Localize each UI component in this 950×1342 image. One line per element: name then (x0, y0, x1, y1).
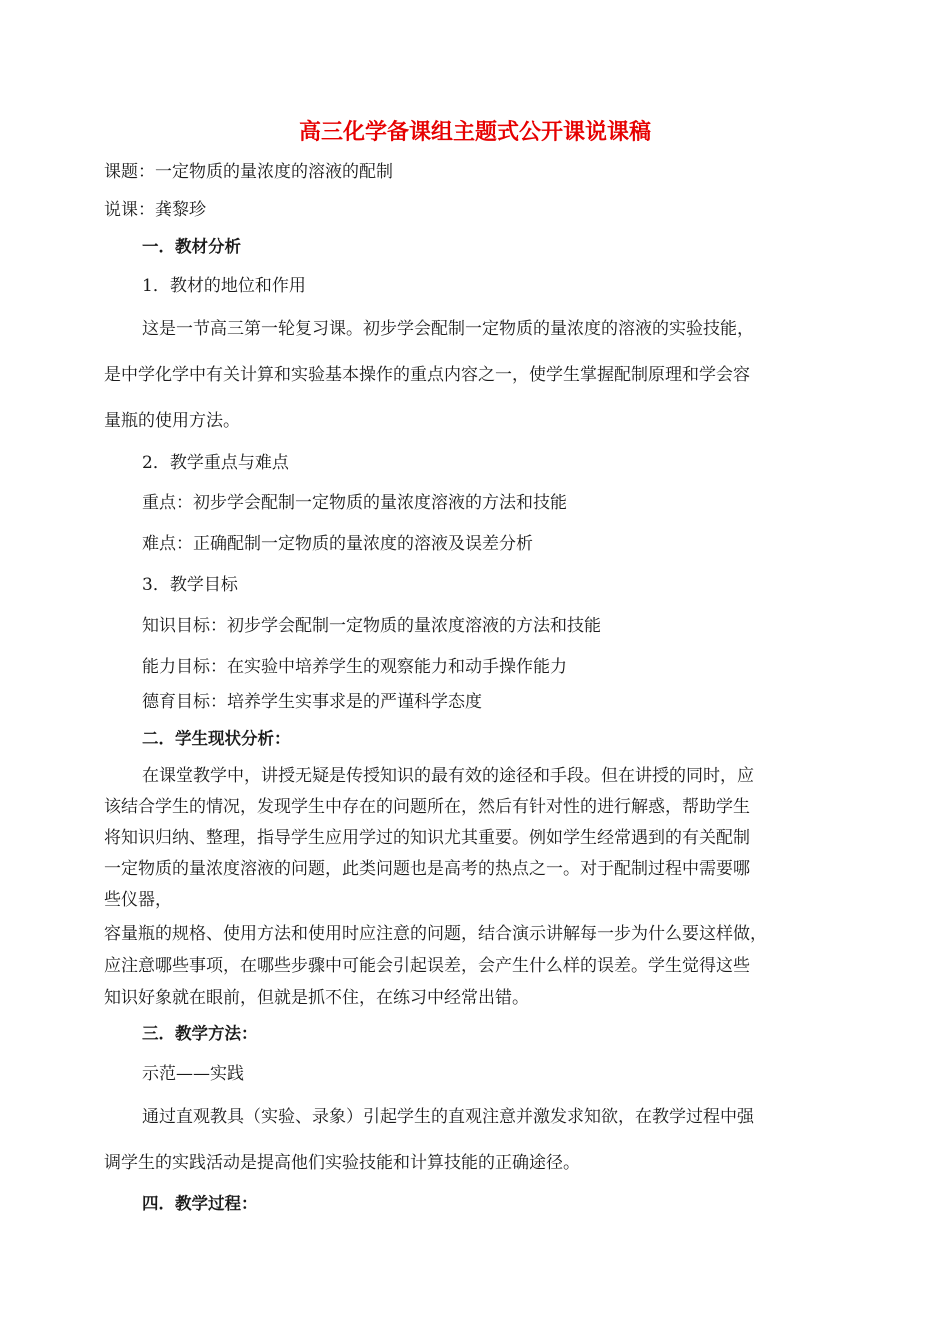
section-3-heading: 三．教学方法： (142, 1024, 258, 1043)
topic-line: 课题：一定物质的量浓度的溶液的配制 (104, 162, 393, 182)
paragraph-line: 调学生的实践活动是提高他们实验技能和计算技能的正确途径。 (104, 1153, 580, 1173)
section-4-heading: 四．教学过程： (142, 1194, 258, 1213)
document-title: 高三化学备课组主题式公开课说课稿 (298, 119, 651, 145)
paragraph-line: 通过直观教具（实验、录象）引起学生的直观注意并激发求知欲，在教学过程中强 (142, 1107, 754, 1127)
paragraph-line: 些仪器， (104, 890, 172, 910)
speaker-line: 说课：龚黎珍 (104, 200, 206, 220)
paragraph-line: 是中学化学中有关计算和实验基本操作的重点内容之一，使学生掌握配制原理和学会容 (104, 365, 750, 385)
paragraph-line: 在课堂教学中，讲授无疑是传授知识的最有效的途径和手段。但在讲授的同时，应 (142, 766, 754, 786)
paragraph-line: 将知识归纳、整理，指导学生应用学过的知识尤其重要。例如学生经常遇到的有关配制 (104, 828, 750, 848)
paragraph-line: 量瓶的使用方法。 (104, 411, 240, 431)
paragraph-line: 知识好象就在眼前，但就是抓不住，在练习中经常出错。 (104, 988, 529, 1008)
subsection-1-2: 2．教学重点与难点 (142, 453, 289, 473)
paragraph-line: 一定物质的量浓度溶液的问题，此类问题也是高考的热点之一。对于配制过程中需要哪 (104, 859, 750, 879)
knowledge-goal: 知识目标：初步学会配制一定物质的量浓度溶液的方法和技能 (142, 616, 601, 636)
paragraph-line: 这是一节高三第一轮复习课。初步学会配制一定物质的量浓度的溶液的实验技能， (142, 319, 754, 339)
paragraph-line: 该结合学生的情况，发现学生中存在的问题所在，然后有针对性的进行解惑，帮助学生 (104, 797, 750, 817)
paragraph-line: 应注意哪些事项，在哪些步骤中可能会引起误差，会产生什么样的误差。学生觉得这些 (104, 956, 750, 976)
teaching-method: 示范——实践 (142, 1064, 244, 1084)
subsection-1-3: 3．教学目标 (142, 575, 238, 595)
moral-goal: 德育目标：培养学生实事求是的严谨科学态度 (142, 692, 482, 712)
subsection-1-1: 1．教材的地位和作用 (142, 276, 306, 296)
section-2-heading: 二．学生现状分析： (142, 729, 291, 748)
paragraph-line: 容量瓶的规格、使用方法和使用时应注意的问题，结合演示讲解每一步为什么要这样做， (104, 924, 767, 944)
key-point: 重点：初步学会配制一定物质的量浓度溶液的方法和技能 (142, 493, 567, 513)
ability-goal: 能力目标：在实验中培养学生的观察能力和动手操作能力 (142, 657, 567, 677)
difficult-point: 难点：正确配制一定物质的量浓度的溶液及误差分析 (142, 534, 533, 554)
section-1-heading: 一．教材分析 (142, 237, 241, 256)
